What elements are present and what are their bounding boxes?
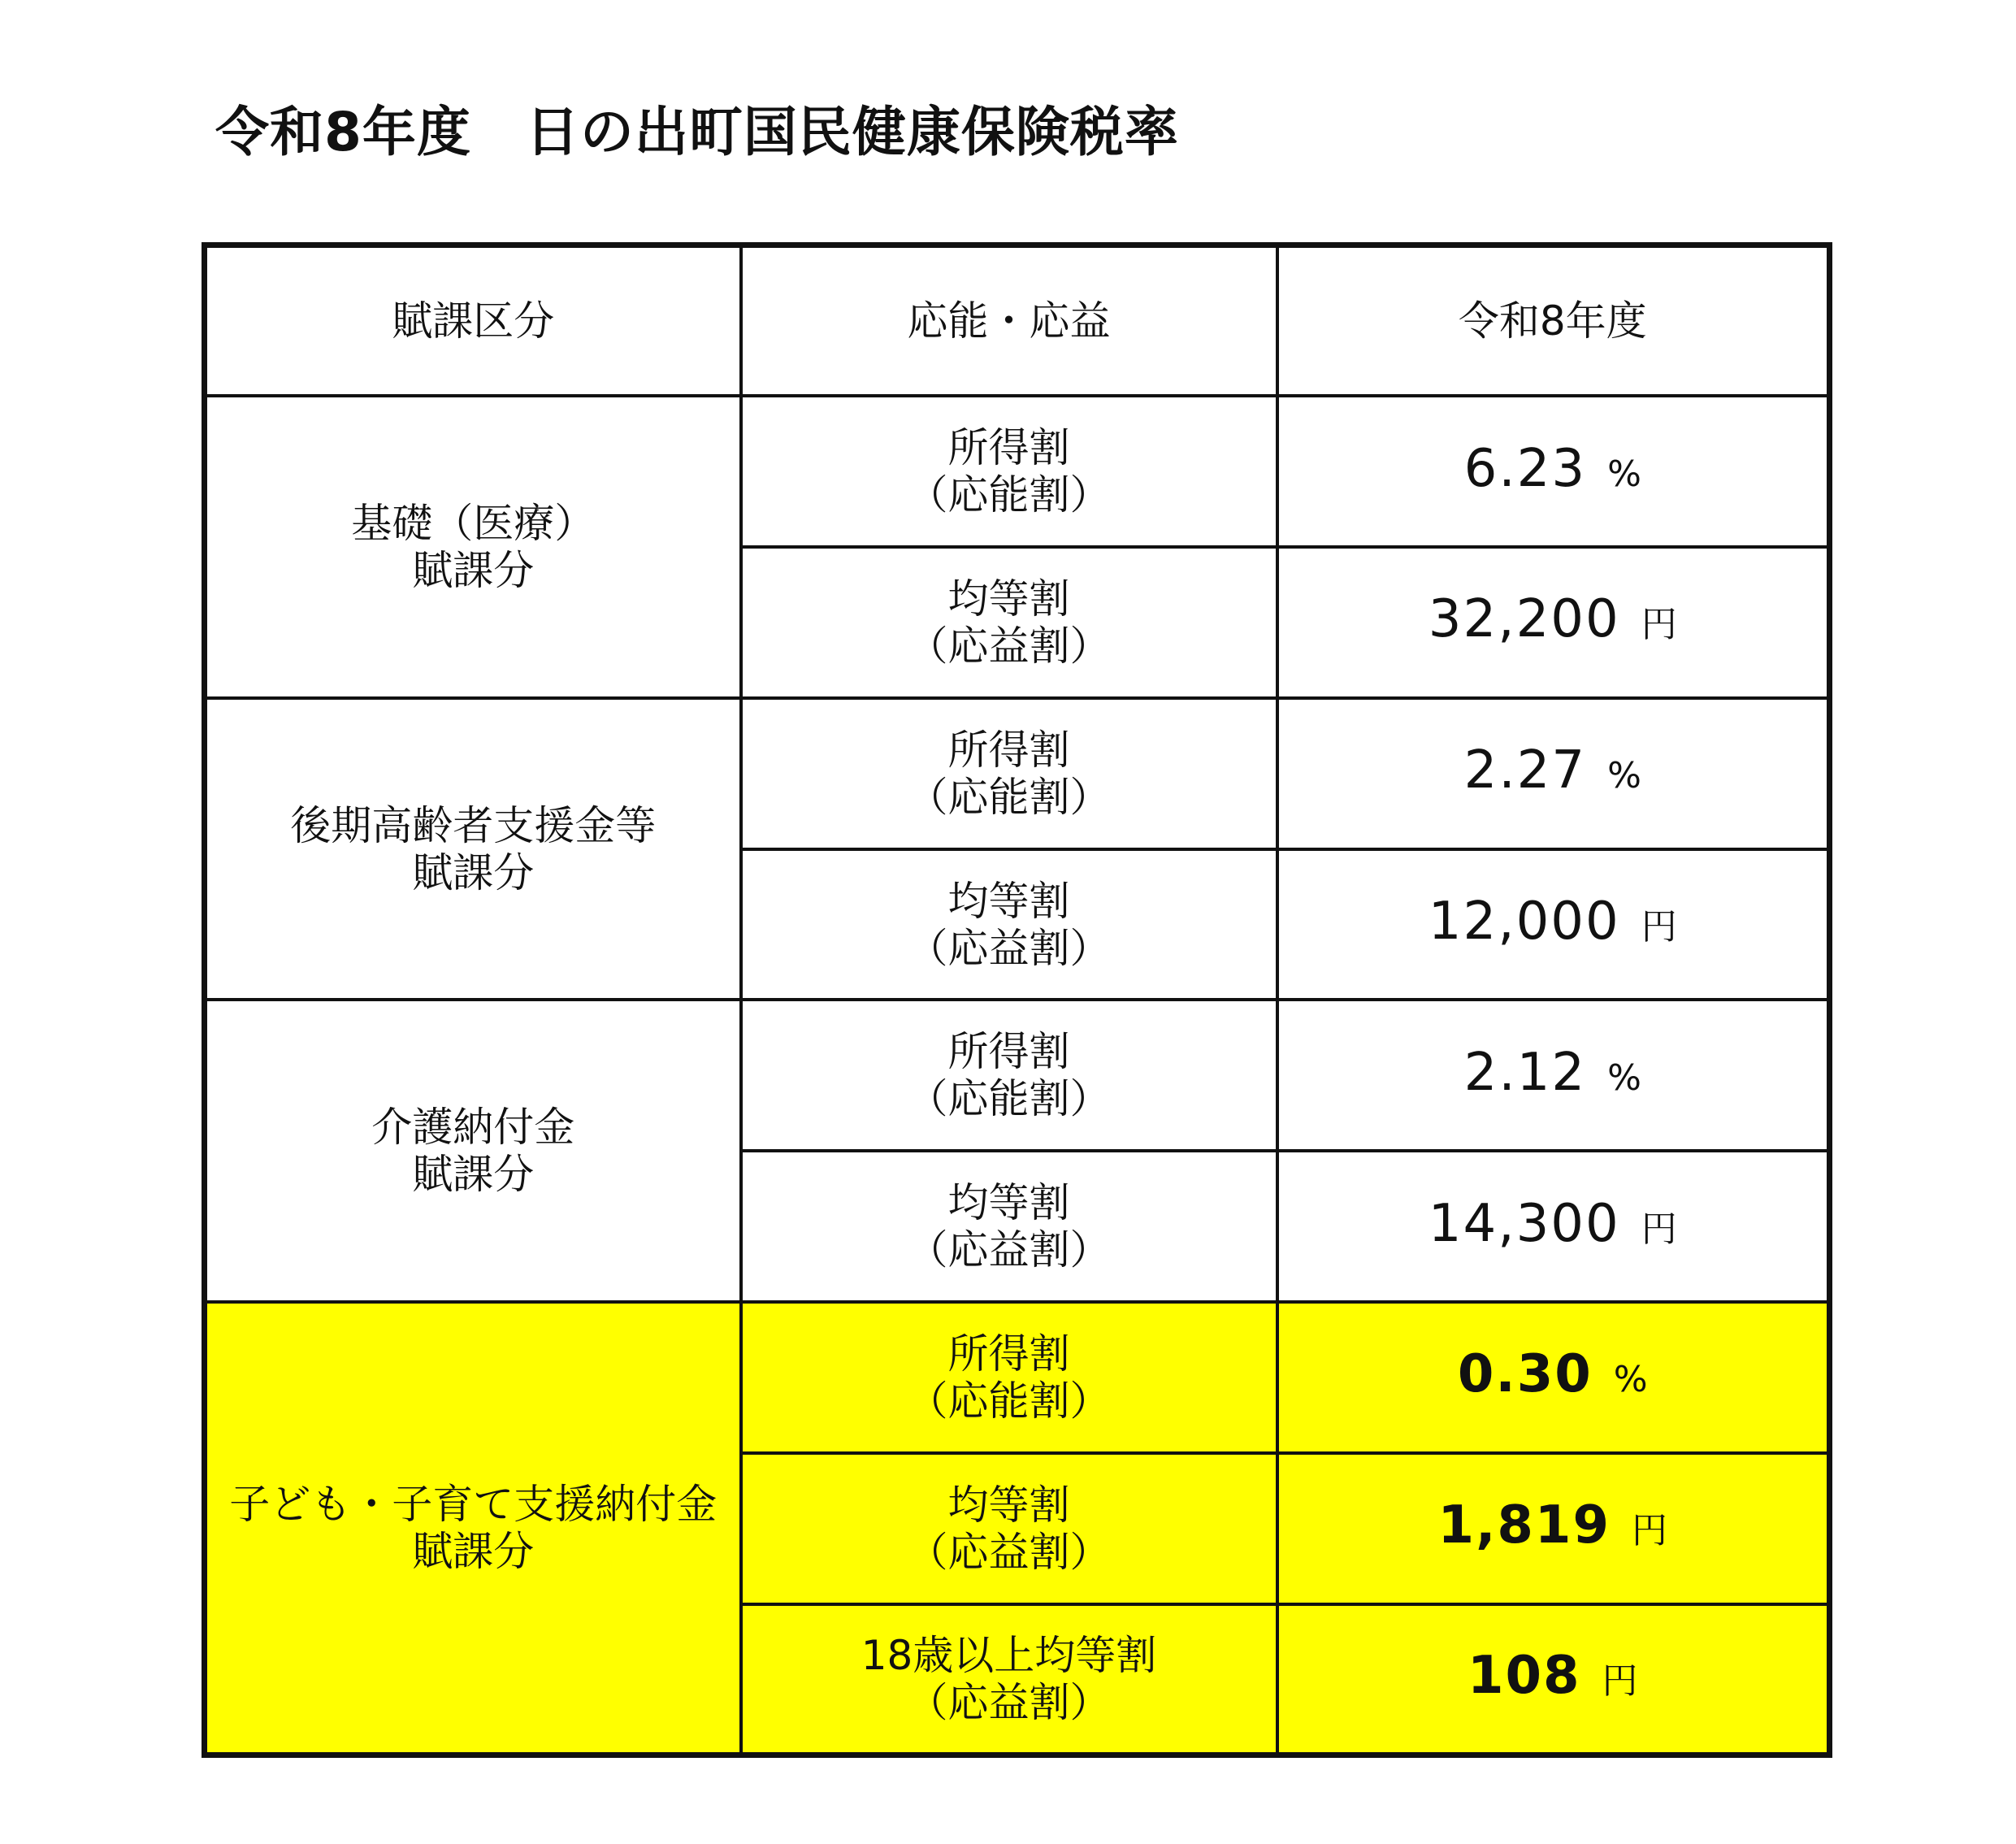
rate-value: 2.12	[1463, 1042, 1587, 1103]
rate-unit: 円	[1641, 906, 1677, 948]
category-sublabel: 賦課分	[412, 1528, 535, 1576]
rate-cell	[1277, 1000, 1830, 1151]
basis-label: 所得割	[947, 424, 1070, 472]
category-cell-nursing-care	[205, 1000, 741, 1302]
rate-unit: 円	[1641, 1208, 1677, 1250]
table-row	[205, 1000, 1830, 1151]
basis-sublabel: （応能割）	[907, 773, 1111, 821]
basis-cell	[741, 698, 1277, 849]
rate-value: 2.27	[1463, 740, 1587, 801]
page-title: 令和8年度 日の出町国民健康保険税率	[215, 101, 1179, 163]
rate-value: 0.30	[1457, 1344, 1593, 1405]
category-sublabel: 賦課分	[412, 1151, 535, 1199]
basis-cell	[741, 849, 1277, 1000]
rate-value: 14,300	[1428, 1193, 1620, 1254]
basis-sublabel: （応能割）	[907, 1075, 1111, 1123]
rate-unit: 円	[1631, 1510, 1667, 1552]
header-fiscal-year: 令和8年度	[1277, 245, 1830, 397]
basis-cell	[741, 1000, 1277, 1151]
rate-unit: %	[1613, 1359, 1648, 1401]
basis-cell	[741, 1151, 1277, 1302]
table-row	[205, 698, 1830, 849]
rate-value: 12,000	[1428, 892, 1620, 952]
rate-value: 1,819	[1437, 1495, 1611, 1556]
rate-value: 6.23	[1463, 438, 1587, 499]
basis-label: 均等割	[947, 1179, 1070, 1227]
category-cell-elderly-support	[205, 698, 741, 1000]
category-cell-basic	[205, 396, 741, 698]
tax-rate-table	[202, 242, 1832, 1758]
basis-label: 所得割	[947, 726, 1070, 774]
basis-sublabel: （応益割）	[907, 1528, 1111, 1576]
rate-cell	[1277, 1604, 1830, 1755]
basis-cell	[741, 1604, 1277, 1755]
table-header-row	[205, 245, 1830, 397]
rate-cell	[1277, 1151, 1830, 1302]
basis-label: 所得割	[947, 1330, 1070, 1378]
table-row	[205, 396, 1830, 547]
category-label: 基礎（医療）	[351, 500, 596, 548]
rate-unit: %	[1607, 755, 1641, 797]
category-label: 介護納付金	[371, 1104, 575, 1152]
category-label: 子ども・子育て支援納付金	[229, 1481, 718, 1529]
basis-label: 均等割	[947, 877, 1070, 925]
rate-cell	[1277, 1453, 1830, 1604]
rate-cell	[1277, 396, 1830, 547]
basis-sublabel: （応能割）	[907, 1377, 1111, 1425]
category-sublabel: 賦課分	[412, 848, 535, 896]
rate-value: 108	[1467, 1646, 1581, 1707]
rate-value: 32,200	[1428, 589, 1620, 650]
rate-cell	[1277, 547, 1830, 698]
rate-cell	[1277, 1302, 1830, 1453]
basis-sublabel: （応益割）	[907, 924, 1111, 972]
header-basis: 応能・応益	[741, 245, 1277, 397]
basis-label: 均等割	[947, 575, 1070, 623]
category-label: 後期高齢者支援金等	[290, 801, 657, 849]
basis-label: 18歳以上均等割	[861, 1631, 1157, 1679]
basis-label: 均等割	[947, 1481, 1070, 1529]
basis-label: 所得割	[947, 1028, 1070, 1076]
category-cell-child-support	[205, 1302, 741, 1755]
basis-sublabel: （応能割）	[907, 471, 1111, 519]
category-sublabel: 賦課分	[412, 547, 535, 595]
rate-unit: %	[1607, 453, 1641, 495]
basis-cell	[741, 547, 1277, 698]
rate-unit: 円	[1602, 1660, 1638, 1703]
rate-unit: 円	[1641, 604, 1677, 646]
basis-cell	[741, 396, 1277, 547]
basis-cell	[741, 1302, 1277, 1453]
basis-sublabel: （応益割）	[907, 1678, 1111, 1726]
rate-unit: %	[1607, 1057, 1641, 1099]
basis-sublabel: （応益割）	[907, 1226, 1111, 1274]
table-row-highlighted	[205, 1302, 1830, 1453]
rate-cell	[1277, 698, 1830, 849]
basis-cell	[741, 1453, 1277, 1604]
basis-sublabel: （応益割）	[907, 622, 1111, 670]
rate-cell	[1277, 849, 1830, 1000]
header-category: 賦課区分	[205, 245, 741, 397]
